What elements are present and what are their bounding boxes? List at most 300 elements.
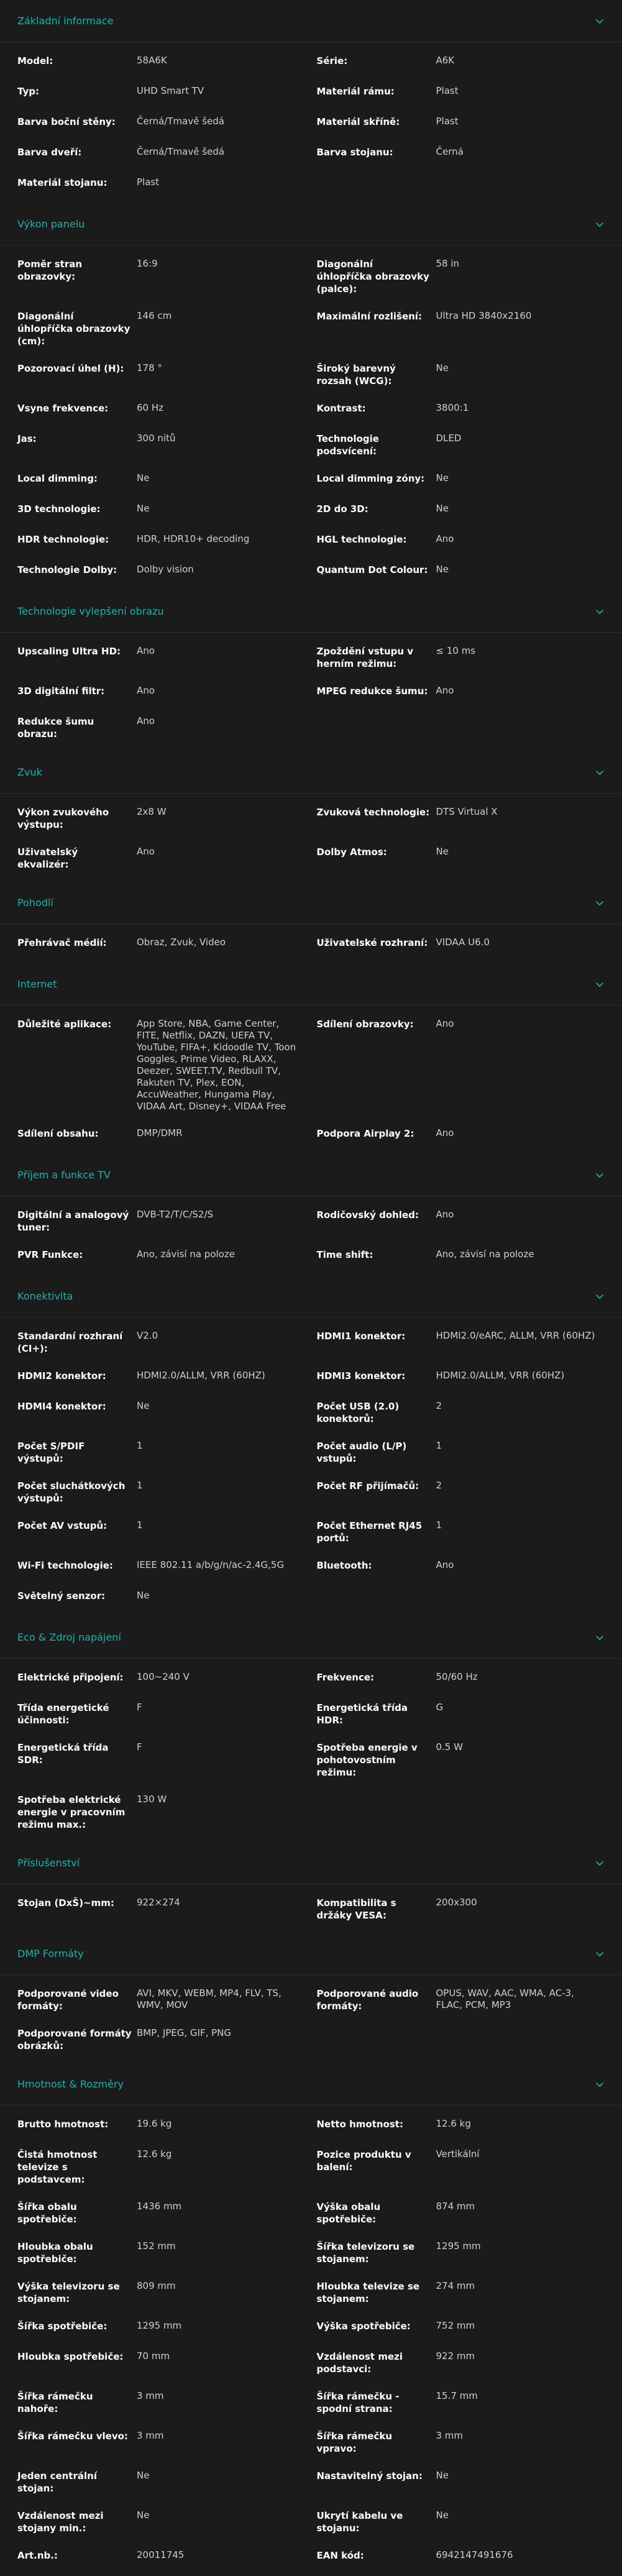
- section-header[interactable]: [0, 2063, 622, 2106]
- spec-item: [17, 2421, 306, 2449]
- spec-label: Důležité aplikace:: [17, 1019, 112, 1030]
- spec-item: [317, 555, 605, 582]
- spec-label: Šířka obalu spotřebiče:: [17, 2201, 77, 2225]
- spec-row: [0, 1785, 622, 1837]
- spec-value: 3 mm: [436, 2430, 464, 2441]
- spec-item: [317, 1361, 605, 1388]
- spec-value: 60 Hz: [137, 402, 164, 413]
- spec-label: Počet S/PDIF výstupů:: [17, 1441, 85, 1464]
- spec-value: Ne: [137, 2510, 150, 2521]
- spec-value: HDR, HDR10+ decoding: [137, 533, 250, 544]
- spec-item: [17, 249, 306, 289]
- spec-row: [0, 797, 622, 837]
- spec-item: [17, 1391, 306, 1419]
- spec-label: Výkon zvukového výstupu:: [17, 807, 109, 830]
- spec-item: [17, 46, 306, 73]
- spec-row: [0, 2271, 622, 2311]
- spec-section: [0, 1616, 622, 1842]
- section-header[interactable]: [0, 882, 622, 924]
- spec-value: 130 W: [137, 1794, 167, 1805]
- spec-value: Ne: [137, 1400, 150, 1411]
- spec-section: [0, 882, 622, 963]
- spec-row: [0, 137, 622, 168]
- section-body: [0, 794, 622, 882]
- spec-label: Technologie podsvícení:: [316, 433, 379, 457]
- spec-item: [17, 2342, 306, 2369]
- spec-item: [17, 2019, 311, 2058]
- spec-item: [317, 1733, 605, 1785]
- spec-value: Dolby vision: [137, 564, 194, 575]
- spec-item: [317, 2342, 605, 2381]
- spec-value: 152 mm: [137, 2240, 176, 2252]
- spec-item: [17, 1693, 306, 1733]
- spec-item: [17, 707, 311, 746]
- spec-value: Ano: [436, 1127, 454, 1139]
- spec-value: Obraz, Zvuk, Video: [137, 937, 226, 948]
- chevron-down-icon[interactable]: [595, 2079, 605, 2089]
- spec-label: Vsyne frekvence:: [17, 403, 109, 414]
- spec-item: [17, 393, 306, 421]
- spec-value: 2: [436, 1480, 442, 1491]
- chevron-down-icon[interactable]: [595, 898, 605, 908]
- spec-label: HDMI1 konektor:: [316, 1331, 406, 1342]
- spec-value: HDMI2.0/ALLM, VRR (60HZ): [436, 1370, 565, 1381]
- spec-value: 20011745: [137, 2549, 185, 2560]
- section-body: [0, 245, 622, 590]
- spec-value: Plast: [436, 116, 459, 127]
- spec-row: [0, 928, 622, 958]
- spec-label: Nastavitelný stojan:: [316, 2470, 423, 2482]
- spec-item: [17, 1551, 306, 1578]
- spec-item: [17, 525, 306, 552]
- spec-label: Materiál rámu:: [316, 86, 395, 97]
- spec-label: Materiál stojanu:: [17, 177, 107, 188]
- spec-row: [0, 424, 622, 464]
- section-body: [0, 1659, 622, 1842]
- spec-value: 3 mm: [137, 2430, 164, 2441]
- spec-item: [17, 2271, 306, 2311]
- spec-label: Time shift:: [316, 1249, 373, 1260]
- spec-row: [0, 707, 622, 746]
- spec-row: [0, 249, 622, 301]
- spec-item: [317, 1662, 605, 1690]
- spec-row: [0, 1733, 622, 1785]
- spec-row: [0, 2019, 622, 2058]
- spec-value: 1295 mm: [436, 2240, 481, 2252]
- spec-item: [317, 1009, 605, 1037]
- spec-row: [0, 46, 622, 76]
- spec-label: Hloubka televize se stojanem:: [316, 2281, 420, 2304]
- spec-label: Rodičovský dohled:: [316, 1209, 419, 1221]
- spec-row: [0, 1240, 622, 1270]
- spec-item: [317, 1888, 605, 1928]
- spec-row: [0, 1888, 622, 1928]
- section-title: DMP Formáty: [17, 1948, 84, 1960]
- section-body: [0, 633, 622, 751]
- spec-value: 200x300: [436, 1897, 477, 1908]
- section-header[interactable]: [0, 1154, 622, 1196]
- spec-label: Netto hmotnost:: [316, 2119, 403, 2130]
- spec-item: [317, 1431, 605, 1471]
- spec-item: [317, 464, 605, 491]
- spec-value: BMP, JPEG, GIF, PNG: [137, 2027, 232, 2038]
- spec-section: [0, 1933, 622, 2063]
- spec-item: [317, 424, 605, 464]
- spec-label: Podporované formáty obrázků:: [17, 2028, 132, 2051]
- spec-item: [317, 2421, 605, 2461]
- spec-item: [17, 107, 306, 134]
- spec-row: [0, 1119, 622, 1149]
- spec-item: [317, 1511, 605, 1551]
- spec-value: Ne: [137, 503, 150, 514]
- spec-value: IEEE 802.11 a/b/g/n/ac-2.4G,5G: [137, 1559, 285, 1570]
- spec-item: [17, 1009, 306, 1119]
- spec-value: DVB-T2/T/C/S2/S: [137, 1209, 214, 1220]
- section-body: [0, 1884, 622, 1933]
- section-body: [0, 924, 622, 963]
- spec-label: Šířka spotřebiče:: [17, 2321, 107, 2332]
- section-header[interactable]: [0, 590, 622, 633]
- spec-item: [317, 2232, 605, 2271]
- spec-label: Model:: [17, 55, 53, 66]
- spec-label: Šířka rámečku nahoře:: [17, 2391, 93, 2414]
- spec-item: [17, 1785, 311, 1837]
- spec-item: [17, 354, 306, 381]
- spec-label: Světelný senzor:: [17, 1590, 106, 1602]
- spec-label: Diagonální úhlopříčka obrazovky (palce):: [316, 259, 429, 295]
- spec-row: [0, 107, 622, 137]
- spec-value: 1: [436, 1519, 442, 1531]
- spec-label: Široký barevný rozsah (WCG):: [316, 363, 396, 387]
- spec-label: Typ:: [17, 86, 39, 97]
- spec-section: [0, 2063, 622, 2576]
- chevron-down-icon[interactable]: [595, 1858, 605, 1868]
- spec-label: Spotřeba elektrické energie v pracovním režimu max.:: [17, 1794, 126, 1830]
- spec-row: [0, 1693, 622, 1733]
- spec-value: 3800:1: [436, 402, 469, 413]
- spec-value: Ne: [436, 564, 449, 575]
- section-title: Eco & Zdroj napájení: [17, 1631, 121, 1643]
- spec-value: 874 mm: [436, 2201, 475, 2212]
- spec-label: Digitální a analogový tuner:: [17, 1209, 129, 1233]
- spec-item: [17, 2232, 306, 2271]
- spec-item: [17, 797, 306, 837]
- spec-section: [0, 590, 622, 751]
- spec-label: Upscaling Ultra HD:: [17, 646, 121, 657]
- section-header[interactable]: [0, 1275, 622, 1318]
- spec-item: [317, 2501, 605, 2541]
- spec-label: Barva stojanu:: [316, 147, 393, 158]
- spec-label: Pozorovací úhel (H):: [17, 363, 124, 374]
- section-header[interactable]: [0, 203, 622, 245]
- section-title: Hmotnost & Rozměry: [17, 2078, 124, 2090]
- spec-label: Zpoždění vstupu v herním režimu:: [316, 646, 414, 669]
- section-title: Příjem a funkce TV: [17, 1169, 111, 1181]
- chevron-down-icon[interactable]: [595, 16, 605, 26]
- spec-value: HDMI2.0/eARC, ALLM, VRR (60HZ): [436, 1330, 595, 1341]
- spec-item: [317, 636, 605, 676]
- spec-item: [317, 2271, 605, 2311]
- spec-label: HGL technologie:: [316, 534, 407, 545]
- section-body: [0, 1006, 622, 1154]
- spec-value: Ano: [137, 685, 155, 696]
- spec-value: Černá/Tmavě šedá: [137, 116, 224, 127]
- section-title: Pohodlí: [17, 897, 53, 909]
- spec-item: [317, 393, 605, 421]
- spec-label: Frekvence:: [316, 1672, 375, 1683]
- spec-value: Ano: [436, 1018, 454, 1029]
- spec-value: Plast: [436, 85, 459, 96]
- spec-row: [0, 837, 622, 877]
- spec-label: Local dimming:: [17, 473, 98, 484]
- spec-row: [0, 1200, 622, 1240]
- spec-item: [17, 464, 306, 491]
- spec-label: Podporované audio formáty:: [316, 1988, 419, 2012]
- spec-label: Barva dveří:: [17, 147, 82, 158]
- spec-value: Ano: [137, 715, 155, 727]
- spec-label: Podporované video formáty:: [17, 1988, 119, 2012]
- spec-label: Wi-Fi technologie:: [17, 1560, 113, 1571]
- spec-row: [0, 1551, 622, 1581]
- spec-label: Přehrávač médií:: [17, 937, 107, 948]
- spec-value: V2.0: [137, 1330, 158, 1341]
- spec-item: [317, 1240, 605, 1267]
- spec-item: [317, 137, 605, 165]
- spec-item: [17, 1979, 306, 2019]
- spec-row: [0, 1979, 622, 2019]
- chevron-down-icon[interactable]: [595, 1291, 605, 1301]
- spec-label: Energetická třída SDR:: [17, 1742, 109, 1766]
- spec-label: Pozice produktu v balení:: [316, 2149, 411, 2173]
- spec-value: 0.5 W: [436, 1741, 463, 1753]
- spec-row: [0, 1431, 622, 1471]
- spec-row: [0, 2461, 622, 2501]
- spec-label: Zvuková technologie:: [316, 807, 430, 818]
- spec-row: [0, 2421, 622, 2461]
- spec-value: 922×274: [137, 1897, 180, 1908]
- spec-section: [0, 751, 622, 882]
- spec-label: Výška obalu spotřebiče:: [316, 2201, 381, 2225]
- spec-row: [0, 76, 622, 107]
- spec-value: 100~240 V: [137, 1671, 190, 1682]
- spec-row: [0, 2381, 622, 2421]
- spec-item: [317, 1551, 605, 1578]
- section-title: Technologie vylepšení obrazu: [17, 605, 164, 617]
- spec-value: ≤ 10 ms: [436, 645, 476, 656]
- section-header[interactable]: [0, 751, 622, 794]
- spec-value: DTS Virtual X: [436, 806, 498, 817]
- spec-item: [17, 837, 306, 877]
- spec-label: Elektrické připojení:: [17, 1672, 124, 1683]
- spec-label: 3D digitální filtr:: [17, 685, 105, 697]
- spec-value: Ne: [436, 503, 449, 514]
- spec-value: 1: [137, 1480, 143, 1491]
- spec-label: Počet USB (2.0) konektorů:: [316, 1401, 400, 1424]
- spec-value: Ne: [436, 846, 449, 857]
- section-title: Internet: [17, 978, 57, 990]
- spec-label: Materiál skříně:: [316, 116, 400, 127]
- spec-label: Spotřeba energie v pohotovostním režimu:: [316, 1742, 418, 1778]
- spec-value: 2: [436, 1400, 442, 1411]
- spec-item: [17, 2140, 306, 2192]
- spec-label: Podpora Airplay 2:: [316, 1128, 414, 1139]
- spec-value: Ano: [436, 685, 454, 696]
- spec-value: 3 mm: [137, 2390, 164, 2401]
- section-header[interactable]: [0, 1842, 622, 1884]
- spec-label: Vzdálenost mezi podstavci:: [316, 2351, 403, 2375]
- spec-row: [0, 2232, 622, 2271]
- chevron-down-icon[interactable]: [595, 1949, 605, 1959]
- spec-item: [17, 2461, 306, 2501]
- spec-value: 178 °: [137, 362, 162, 374]
- spec-value: 1295 mm: [137, 2320, 182, 2331]
- spec-row: [0, 1471, 622, 1511]
- spec-value: 274 mm: [436, 2280, 475, 2291]
- spec-value: UHD Smart TV: [137, 85, 204, 96]
- chevron-down-icon[interactable]: [595, 219, 605, 229]
- spec-value: Ne: [436, 2510, 449, 2521]
- spec-row: [0, 2140, 622, 2192]
- section-body: [0, 1318, 622, 1616]
- spec-value: 300 nitů: [137, 433, 176, 444]
- spec-label: Standardní rozhraní (CI+):: [17, 1331, 123, 1354]
- spec-value: AVI, MKV, WEBM, MP4, FLV, TS, WMV, MOV: [137, 1987, 281, 2010]
- spec-row: [0, 1511, 622, 1551]
- spec-item: [17, 2311, 306, 2339]
- spec-label: Sdílení obrazovky:: [316, 1019, 414, 1030]
- spec-label: Jas:: [17, 433, 37, 444]
- spec-item: [317, 249, 605, 301]
- spec-item: [17, 928, 306, 955]
- spec-item: [317, 76, 605, 104]
- spec-label: Art.nb.:: [17, 2550, 58, 2561]
- spec-value: 58A6K: [137, 55, 167, 66]
- spec-item: [17, 636, 306, 664]
- spec-value: OPUS, WAV, AAC, WMA, AC-3, FLAC, PCM, MP3: [436, 1987, 574, 2010]
- spec-value: 809 mm: [137, 2280, 176, 2291]
- chevron-down-icon[interactable]: [595, 979, 605, 989]
- spec-value: Ano, závisí na poloze: [137, 1249, 235, 1260]
- spec-item: [317, 525, 605, 552]
- spec-label: Uživatelský ekvalizér:: [17, 846, 78, 870]
- spec-value: 146 cm: [137, 310, 172, 321]
- spec-label: Hloubka obalu spotřebiče:: [17, 2241, 93, 2265]
- spec-value: DMP/DMR: [137, 1127, 183, 1139]
- section-header[interactable]: [0, 963, 622, 1006]
- spec-item: [17, 1200, 306, 1240]
- spec-value: Ano: [436, 533, 454, 544]
- spec-value: F: [137, 1702, 142, 1713]
- spec-label: Počet AV vstupů:: [17, 1520, 107, 1531]
- spec-row: [0, 525, 622, 555]
- section-title: Základní informace: [17, 15, 114, 27]
- spec-item: [317, 2109, 605, 2137]
- chevron-down-icon[interactable]: [595, 768, 605, 777]
- spec-label: Stojan (DxŠ)~mm:: [17, 1897, 114, 1909]
- spec-item: [317, 1200, 605, 1227]
- spec-row: [0, 2109, 622, 2140]
- spec-item: [17, 301, 306, 354]
- spec-row: [0, 1361, 622, 1391]
- spec-label: Kontrast:: [316, 403, 366, 414]
- spec-row: [0, 301, 622, 354]
- spec-value: Ne: [436, 2470, 449, 2481]
- spec-label: Redukce šumu obrazu:: [17, 716, 94, 740]
- spec-row: [0, 676, 622, 707]
- spec-label: Šířka rámečku vlevo:: [17, 2431, 128, 2442]
- spec-label: MPEG redukce šumu:: [316, 685, 428, 697]
- spec-section: [0, 1154, 622, 1275]
- spec-item: [317, 2192, 605, 2232]
- spec-row: [0, 1662, 622, 1693]
- section-title: Výkon panelu: [17, 218, 85, 230]
- spec-item: [317, 676, 605, 704]
- spec-item: [17, 1119, 306, 1146]
- spec-row: [0, 555, 622, 585]
- spec-value: 70 mm: [137, 2350, 170, 2362]
- spec-item: [17, 1471, 306, 1511]
- spec-item: [17, 2541, 306, 2568]
- spec-item: [317, 2461, 605, 2488]
- spec-item: [317, 837, 605, 864]
- spec-label: Local dimming zóny:: [316, 473, 425, 484]
- spec-item: [317, 2541, 605, 2568]
- spec-label: Šířka rámečku vpravo:: [316, 2431, 393, 2454]
- spec-value: App Store, NBA, Game Center, FITE, Netflix, DAZN, UEFA TV, YouTube, FIFA+, Kidoodle TV, Toon Goggles, Prime Video, RLAXX, Deezer, SWEET.TV, Redbull TV, Rakuten TV, Plex, EON, AccuWeather, Hungama Play, VIDAA Art, Disney+, VIDAA Free: [137, 1018, 296, 1112]
- section-header[interactable]: [0, 1933, 622, 1975]
- spec-value: 19.6 kg: [137, 2118, 172, 2129]
- chevron-down-icon[interactable]: [595, 607, 605, 616]
- spec-section: [0, 963, 622, 1154]
- spec-value: Ne: [137, 2470, 150, 2481]
- chevron-down-icon[interactable]: [595, 1170, 605, 1180]
- spec-item: [317, 301, 605, 329]
- spec-label: PVR Funkce:: [17, 1249, 83, 1260]
- spec-label: Počet RF přijímačů:: [316, 1480, 419, 1492]
- section-header[interactable]: [0, 1616, 622, 1659]
- spec-item: [17, 2501, 306, 2541]
- spec-label: Hloubka spotřebiče:: [17, 2351, 124, 2362]
- spec-value: Ne: [436, 472, 449, 484]
- spec-row: [0, 636, 622, 676]
- section-body: [0, 42, 622, 203]
- spec-item: [317, 2311, 605, 2339]
- spec-item: [17, 555, 306, 582]
- spec-label: Série:: [316, 55, 348, 66]
- spec-item: [17, 2381, 306, 2421]
- spec-item: [17, 676, 306, 704]
- spec-row: [0, 494, 622, 525]
- spec-label: Výška televizoru se stojanem:: [17, 2281, 120, 2304]
- spec-value: A6K: [436, 55, 455, 66]
- spec-label: Ukrytí kabelu ve stojanu:: [316, 2510, 403, 2534]
- spec-label: Energetická třída HDR:: [316, 1702, 408, 1726]
- section-header[interactable]: [0, 0, 622, 42]
- spec-value: 12.6 kg: [137, 2148, 172, 2160]
- spec-label: Dolby Atmos:: [316, 846, 387, 858]
- spec-value: 1: [137, 1440, 143, 1451]
- spec-item: [17, 1581, 311, 1608]
- spec-label: Brutto hmotnost:: [17, 2119, 109, 2130]
- spec-value: 752 mm: [436, 2320, 475, 2331]
- spec-item: [317, 797, 605, 825]
- spec-row: [0, 1391, 622, 1431]
- spec-label: Třída energetické účinnosti:: [17, 1702, 109, 1726]
- spec-row: [0, 354, 622, 393]
- spec-item: [17, 1240, 306, 1267]
- spec-row: [0, 1321, 622, 1361]
- chevron-down-icon[interactable]: [595, 1633, 605, 1643]
